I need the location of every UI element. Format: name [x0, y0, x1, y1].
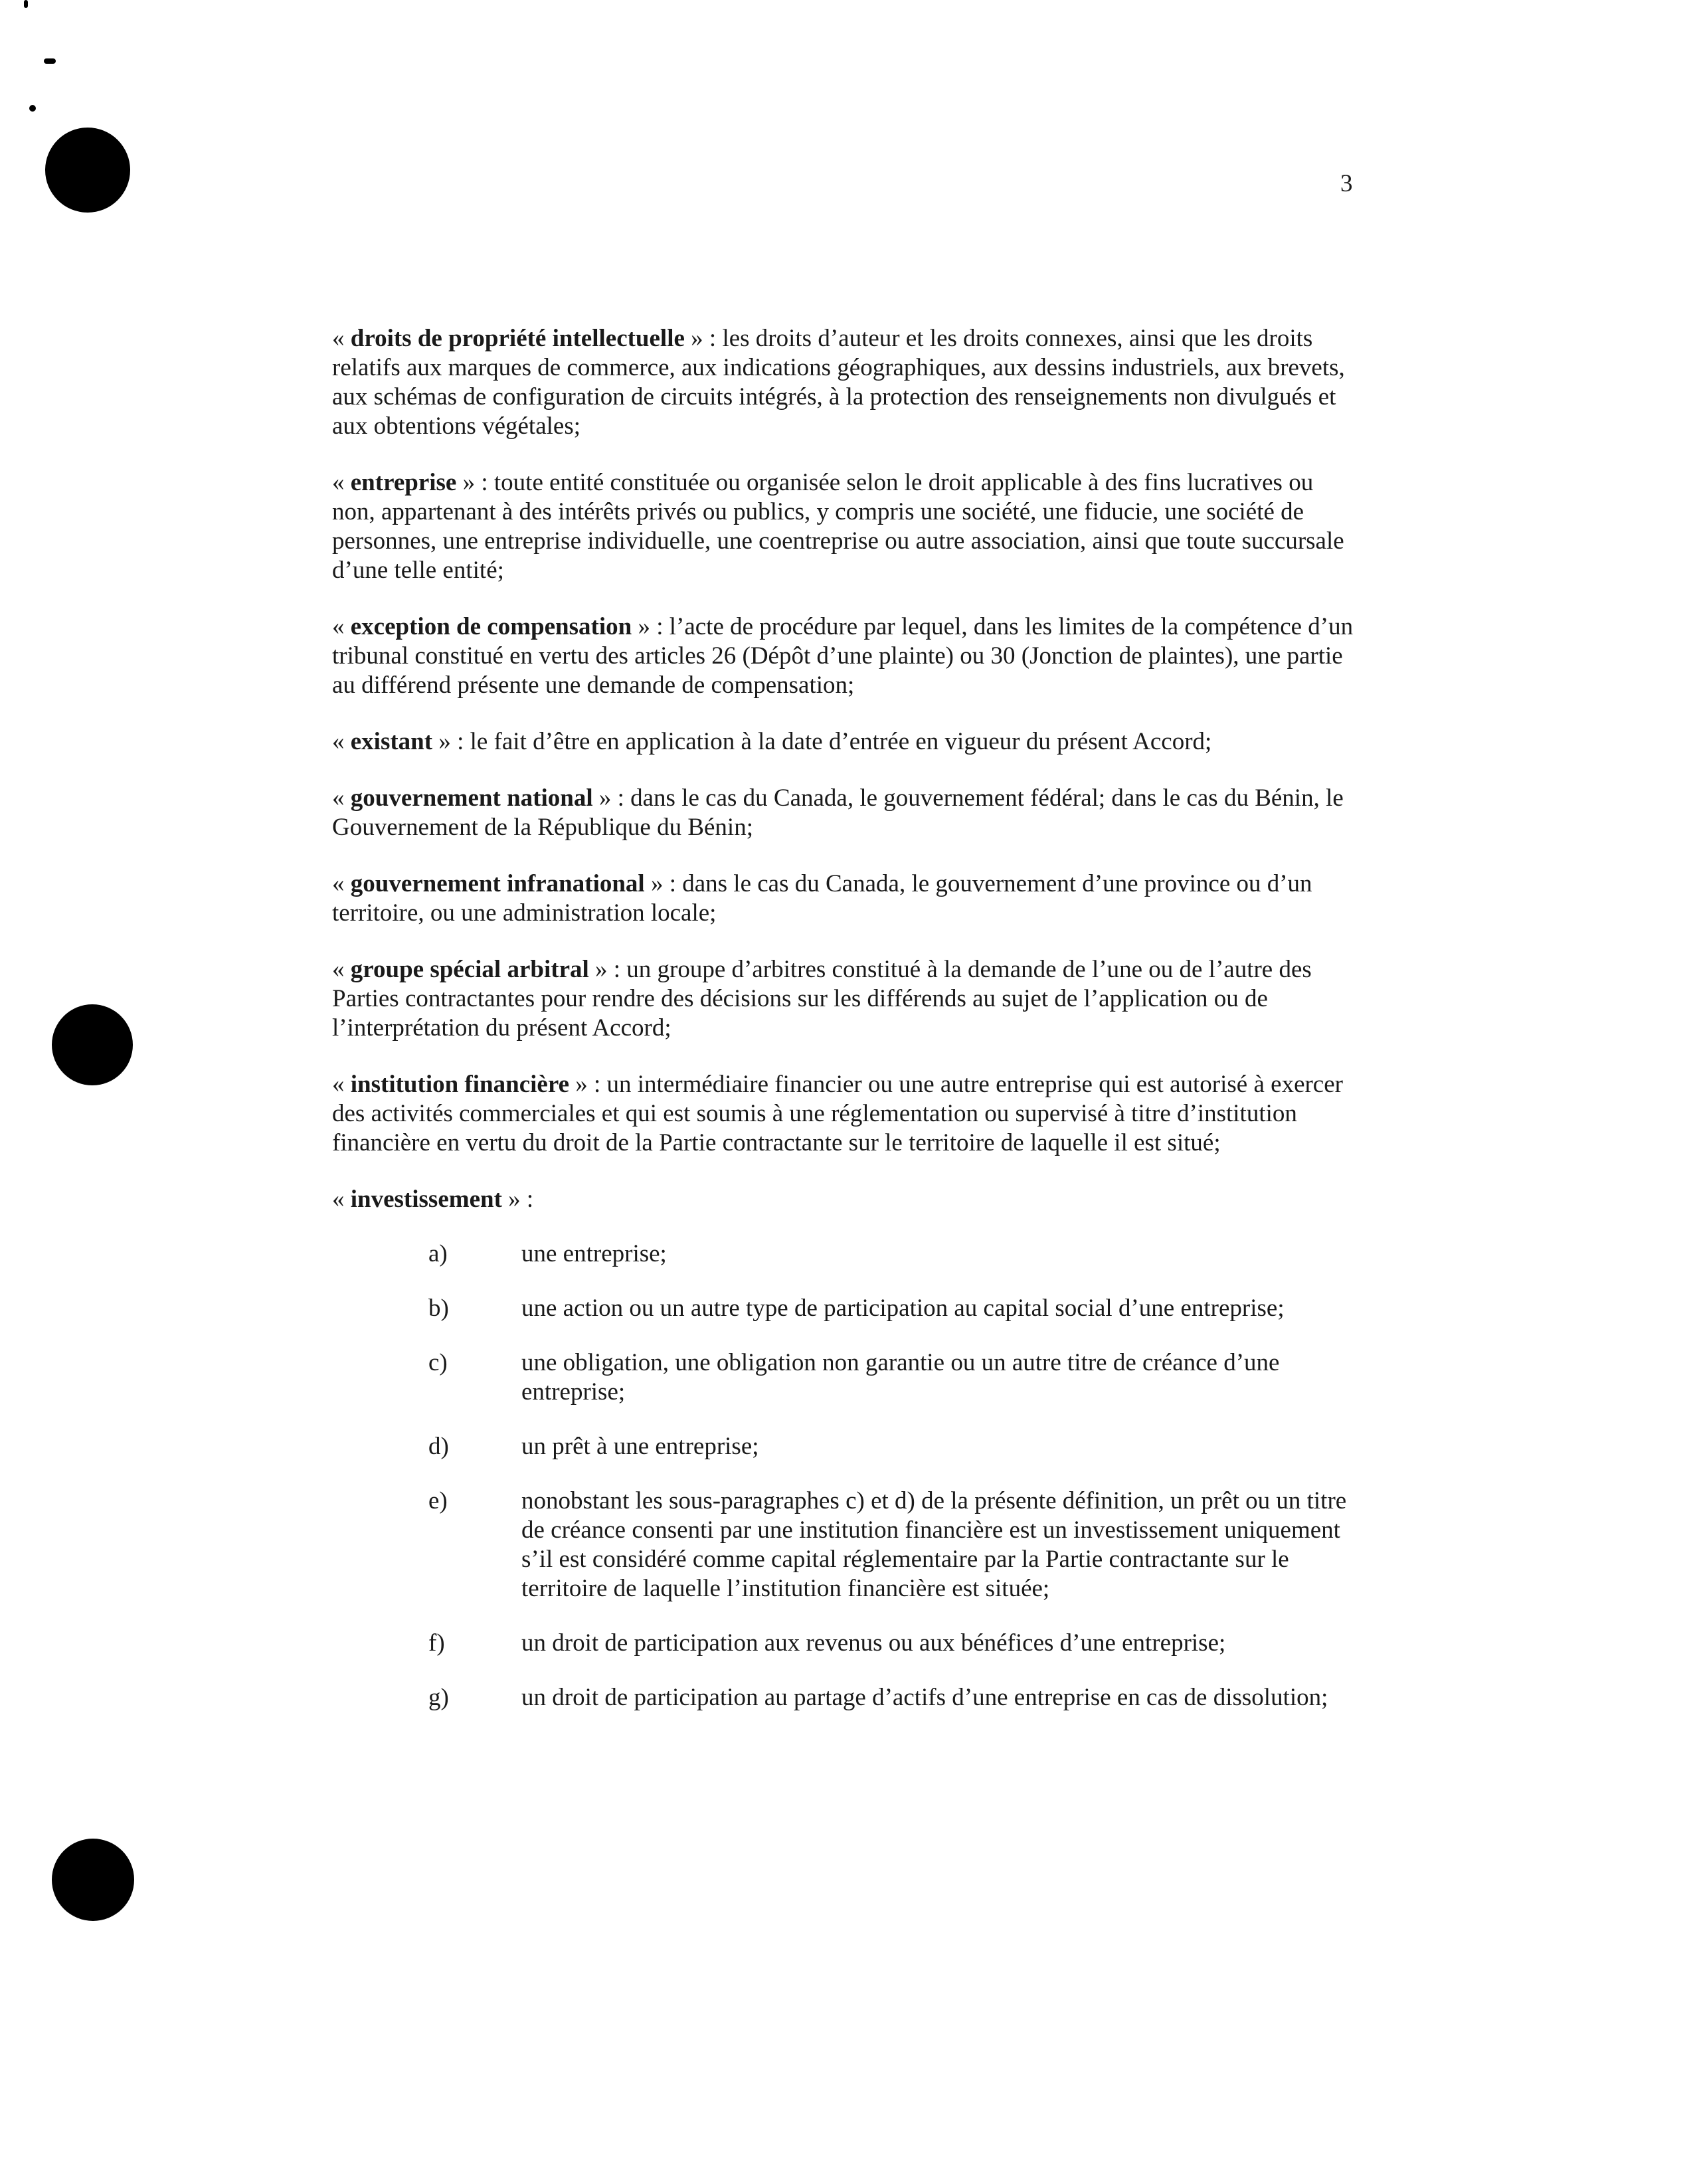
open-quote: « — [332, 956, 351, 983]
list-item — [332, 1348, 1355, 1407]
close-quote: » — [432, 728, 451, 755]
list-item — [332, 1432, 1355, 1461]
definition-text: : un groupe d’arbitres constitué à la demande de l’une ou de l’autre des Parties contractantes pour rendre des décisions sur les différends au sujet de l’application ou de l’interprétation du présent Accord; — [332, 956, 1312, 1042]
list-item-text: une obligation, une obligation non garantie ou un autre titre de créance d’une entreprise; — [521, 1349, 1280, 1406]
close-quote: » — [569, 1071, 588, 1098]
punch-hole — [52, 1004, 133, 1085]
scan-speck — [24, 0, 28, 8]
definition-paragraph — [332, 955, 1355, 1043]
definition-text: : les droits d’auteur et les droits connexes, ainsi que les droits relatifs aux marques de commerce, aux indications géographiques, aux dessins industriels, aux brevets, aux schémas de configuration de circuits intégrés, à la protection des renseignements non divulgués et aux obtentions végétales; — [332, 325, 1345, 440]
list-item-letter: f) — [428, 1629, 445, 1657]
definition-paragraph — [332, 727, 1355, 757]
close-quote: » — [632, 613, 650, 640]
open-quote: « — [332, 469, 351, 496]
definition-text: : — [520, 1186, 534, 1213]
page-number: 3 — [1340, 170, 1353, 197]
definition-paragraph — [332, 1070, 1355, 1158]
definition-text: : un intermédiaire financier ou une autre entreprise qui est autorisé à exercer des activités commerciales et qui est soumis à une réglementation ou supervisé à titre d’institution financière en vertu du droit de la Partie contractante sur le territoire de laquelle il est situé; — [332, 1071, 1343, 1156]
defined-term: existant — [350, 728, 433, 755]
close-quote: » — [501, 1186, 521, 1213]
document-body — [332, 324, 1355, 1738]
defined-term: groupe spécial arbitral — [350, 956, 589, 983]
close-quote: » — [684, 325, 703, 352]
list-item-letter: g) — [428, 1684, 449, 1711]
definition-text: : dans le cas du Canada, le gouvernement d’une province ou d’un territoire, ou une administration locale; — [332, 870, 1312, 927]
definition-text: : toute entité constituée ou organisée selon le droit applicable à des fins lucratives ou non, appartenant à des intérêts privés ou publics, y compris une société, une fiducie, une société de personnes, une entreprise individuelle, une coentreprise ou autre association, ainsi que toute succursale d’une telle entité; — [332, 469, 1344, 584]
open-quote: « — [332, 870, 351, 897]
list-item-text: une entreprise; — [521, 1240, 667, 1267]
list-item-text: une action ou un autre type de participation au capital social d’une entreprise; — [521, 1295, 1285, 1322]
list-item — [332, 1683, 1355, 1712]
close-quote: » — [644, 870, 664, 897]
defined-term: entreprise — [350, 469, 457, 496]
definition-paragraph — [332, 468, 1355, 585]
close-quote: » — [588, 956, 608, 983]
definition-paragraph — [332, 324, 1355, 441]
list-item-letter: d) — [428, 1433, 449, 1460]
definition-paragraph — [332, 784, 1355, 842]
punch-hole — [45, 128, 130, 213]
list-item-text: un droit de participation aux revenus ou aux bénéfices d’une entreprise; — [521, 1629, 1226, 1657]
close-quote: » — [456, 469, 476, 496]
definition-text: : l’acte de procédure par lequel, dans les limites de la compétence d’un tribunal constitué en vertu des articles 26 (Dépôt d’une plainte) ou 30 (Jonction de plaintes), une partie au différend présente une demande de compensation; — [332, 613, 1354, 699]
defined-term: gouvernement national — [350, 784, 593, 812]
open-quote: « — [332, 1071, 351, 1098]
list-item-letter: e) — [428, 1487, 448, 1514]
defined-term: droits de propriété intellectuelle — [350, 325, 685, 352]
list-item — [332, 1629, 1355, 1658]
list-item — [332, 1487, 1355, 1603]
list-item-letter: c) — [428, 1349, 448, 1376]
investment-list — [332, 1239, 1355, 1712]
definition-paragraph — [332, 1185, 1355, 1214]
scan-speck — [29, 105, 36, 112]
open-quote: « — [332, 784, 351, 812]
open-quote: « — [332, 325, 351, 352]
list-item — [332, 1239, 1355, 1269]
open-quote: « — [332, 728, 351, 755]
list-item-letter: b) — [428, 1295, 449, 1322]
defined-term: institution financière — [350, 1071, 569, 1098]
definition-paragraph — [332, 869, 1355, 928]
defined-term: gouvernement infranational — [350, 870, 645, 897]
open-quote: « — [332, 1186, 351, 1213]
punch-hole — [52, 1839, 134, 1921]
list-item-letter: a) — [428, 1240, 448, 1267]
list-item-text: un prêt à une entreprise; — [521, 1433, 759, 1460]
close-quote: » — [592, 784, 612, 812]
definition-paragraph — [332, 612, 1355, 700]
defined-term: investissement — [350, 1186, 502, 1213]
list-item — [332, 1294, 1355, 1323]
defined-term: exception de compensation — [350, 613, 632, 640]
definition-text: : dans le cas du Canada, le gouvernement fédéral; dans le cas du Bénin, le Gouvernement de la République du Bénin; — [332, 784, 1344, 841]
open-quote: « — [332, 613, 351, 640]
scan-speck — [44, 58, 56, 64]
list-item-text: un droit de participation au partage d’actifs d’une entreprise en cas de dissolution; — [521, 1684, 1328, 1711]
definition-text: : le fait d’être en application à la date d’entrée en vigueur du présent Accord; — [450, 728, 1212, 755]
list-item-text: nonobstant les sous-paragraphes c) et d) de la présente définition, un prêt ou un titre de créance consenti par une institution financière est un investissement uniquement s’il est considéré comme capital réglementaire par la Partie contractante sur le territoire de laquelle l’institution financière est située; — [521, 1487, 1347, 1602]
